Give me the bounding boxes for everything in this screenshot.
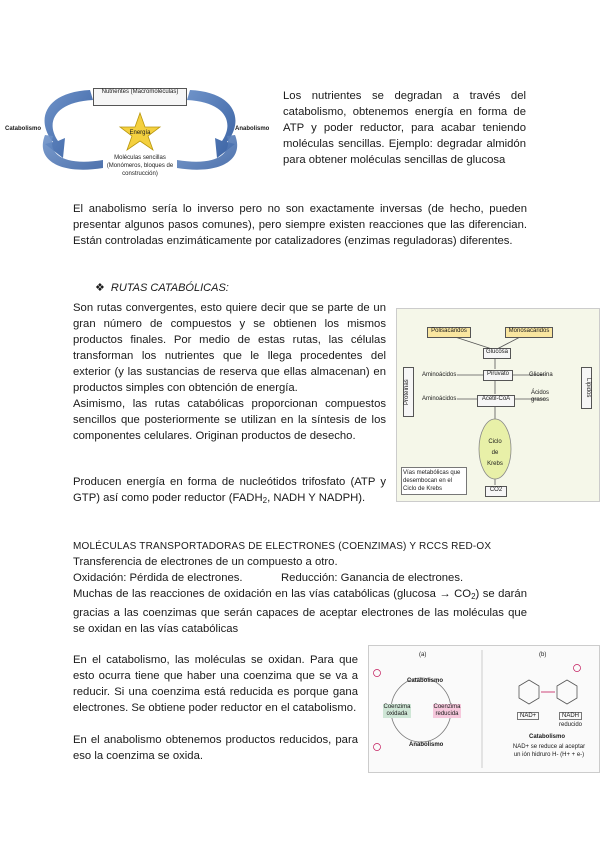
nad-caption: NAD+ se reduce al aceptar un ión hidruro H- (H+ + e-) <box>512 744 586 758</box>
rutas-paragraph-2: Asimismo, las rutas catabólicas proporcionan compuestos sencillos que posteriormente se utilizan en la síntesis de los componentes celulares. Originan productos de desecho. <box>73 398 386 442</box>
energy-label: Energía <box>129 130 151 136</box>
rutas-paragraph-1: Son rutas convergentes, esto quiere decir que se parte de un gran número de compuestos y se obtienen los mismos productos finales. Por medio de estas rutas, las células transforman los nutrientes que le llega procedentes del exterior (y las sustancias de reserva que ellas almacenan) en productos simples con obtención de energía. <box>73 302 386 394</box>
nadh-label: NADH <box>559 712 582 720</box>
proteinas-box: Proteínas <box>403 367 414 417</box>
acidos-grasos-label: Ácidos grasos <box>531 390 550 403</box>
co2-box: CO2 <box>485 486 507 497</box>
section-heading-rutas <box>95 281 229 294</box>
lipidos-box: Lípidos <box>581 367 592 409</box>
label-a: (a) <box>419 652 427 658</box>
anabolism-paragraph: El anabolismo sería lo inverso pero no son exactamente inversas (de hecho, pueden presentar algunos pasos comunes), pero siempre existen reacciones que las diferencian. Están controladas enzimáticamente por catalizadores (enzimas reguladoras) diferentes. <box>73 203 527 247</box>
nad-plus-label: NAD+ <box>517 712 539 720</box>
aminoacidos-label-1: Aminoácidos <box>422 372 457 378</box>
oxidation-line: Oxidación: Pérdida de electrones. <box>73 572 243 584</box>
anabolism-reduction-paragraph: En el anabolismo obtenemos productos reducidos, para eso la coenzima se oxida. <box>73 734 358 762</box>
aminoacidos-label-2: Aminoácidos <box>422 396 457 402</box>
krebs-diagram <box>396 308 600 502</box>
krebs-label: Ciclo de Krebs <box>487 439 503 467</box>
glicerina-label: Glicerina <box>529 372 553 378</box>
glucosa-box: Glucosa <box>483 348 511 359</box>
coenzima-oxidada-box: Coenzima oxidada <box>383 704 411 717</box>
intro-paragraph: Los nutrientes se degradan a través del catabolismo, obtenemos energía en forma de ATP y poder reductor, para acabar teniendo moléculas sencillas. Ejemplo: degradar almidón para obtener moléculas sencillas de glucosa <box>283 90 526 166</box>
nutrients-box: Nutrientes (Macromoléculas) <box>93 88 187 106</box>
label-b: (b) <box>539 652 547 658</box>
redox-diagram <box>368 645 600 773</box>
small-molecules-label: Moléculas sencillas (Monómeros, bloques de construcción) <box>106 155 174 177</box>
reducido-label: reducido <box>559 722 583 728</box>
anabolismo-label: Anabolismo <box>235 126 270 132</box>
catabolismo-label: Catabolismo <box>5 126 42 132</box>
catabolism-oxidation-paragraph: En el catabolismo, las moléculas se oxidan. Para que esto ocurra tiene que haber una coenzima que se va a reducir. Si una coenzima está reducida es porque gana electrones. Se obtiene poder reductor en el catabolismo. <box>73 654 358 714</box>
reduction-line: Reducción: Ganancia de electrones. <box>281 572 464 584</box>
rutas-paragraph-3: Producen energía en forma de nucleótidos trifosfato (ATP y GTP) así como poder reductor ($FADH_2$, NADH Y NADPH). <box>73 476 386 505</box>
transfer-line: Transferencia de electrones de un compuesto a otro. <box>73 556 338 568</box>
bullet-icon: ❖ <box>95 282 105 294</box>
piruvato-box: Piruvato <box>483 370 513 381</box>
anabolismo-a-label: Anabolismo <box>409 742 444 748</box>
section-title: RUTAS CATABÓLICAS: <box>110 282 229 294</box>
coenzymes-paragraph: Muchas de las reacciones de oxidación en las vías catabólicas $(glucosa \to CO_2)$ se darán gracias a las coenzimas que serán capaces de aceptar electrones de las moléculas que se oxidan en las vías catabólicas <box>73 588 527 635</box>
metabolism-diagram <box>5 80 275 190</box>
catabolismo-b-label: Catabolismo <box>529 734 566 740</box>
catabolismo-a-label: Catabolismo <box>407 678 444 684</box>
acetil-coa-box: Acetil-CoA <box>477 395 515 407</box>
krebs-caption: Vías metabólicas que desembocan en el Ciclo de Krebs <box>401 467 467 495</box>
coenzima-reducida-box: Coenzima reducida <box>433 704 461 717</box>
coenzymes-heading: MOLÉCULAS TRANSPORTADORAS DE ELECTRONES (COENZIMAS) Y RCCS RED-OX <box>73 541 492 552</box>
monosacaridos-box: Monosacáridos <box>505 327 553 338</box>
polisacaridos-box: Polisacáridos <box>427 327 471 338</box>
